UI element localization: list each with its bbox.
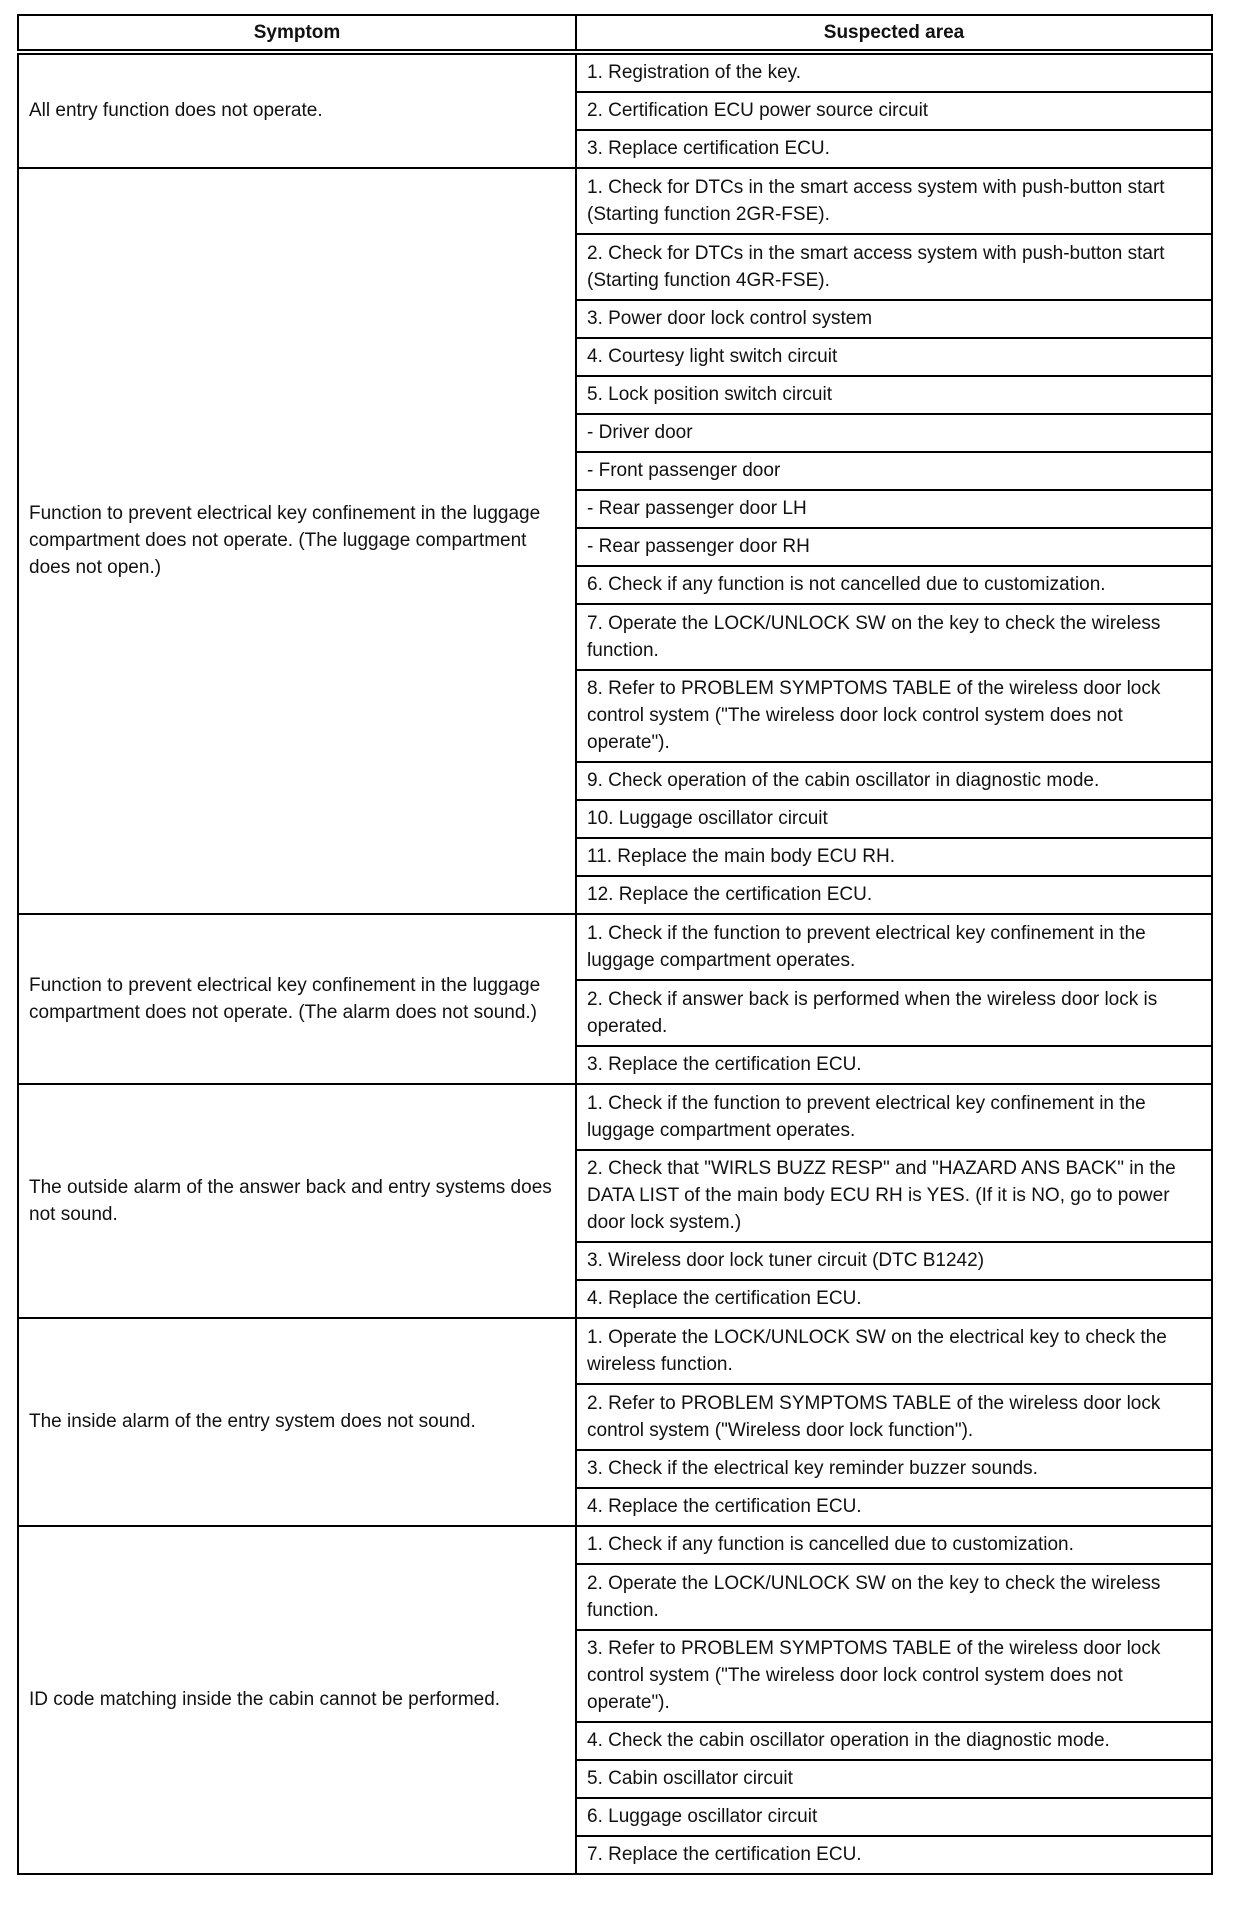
- suspected-area-cell: 2. Check that "WIRLS BUZZ RESP" and "HAZARD ANS BACK" in the DATA LIST of the main body ECU RH is YES. (If it is NO, go to power door lock system.): [576, 1150, 1212, 1242]
- suspected-area-cell: 11. Replace the main body ECU RH.: [576, 838, 1212, 876]
- suspected-area-cell: 1. Operate the LOCK/UNLOCK SW on the electrical key to check the wireless function.: [576, 1318, 1212, 1384]
- table-row: [18, 914, 1212, 980]
- suspected-area-cell: 3. Replace the certification ECU.: [576, 1046, 1212, 1084]
- symptom-cell: Function to prevent electrical key confinement in the luggage compartment does not operate. (The luggage compartment does not open.): [18, 168, 576, 914]
- column-header-symptom: Symptom: [18, 15, 576, 52]
- suspected-area-cell: 2. Check if answer back is performed when the wireless door lock is operated.: [576, 980, 1212, 1046]
- suspected-area-cell: 3. Check if the electrical key reminder buzzer sounds.: [576, 1450, 1212, 1488]
- suspected-area-cell: 2. Refer to PROBLEM SYMPTOMS TABLE of the wireless door lock control system ("Wireless door lock function").: [576, 1384, 1212, 1450]
- suspected-area-cell: 2. Operate the LOCK/UNLOCK SW on the key to check the wireless function.: [576, 1564, 1212, 1630]
- suspected-area-cell: 1. Check if the function to prevent electrical key confinement in the luggage compartment operates.: [576, 914, 1212, 980]
- suspected-area-cell: 4. Replace the certification ECU.: [576, 1280, 1212, 1318]
- suspected-area-cell: 1. Check if the function to prevent electrical key confinement in the luggage compartment operates.: [576, 1084, 1212, 1150]
- table-row: [18, 52, 1212, 92]
- symptom-cell: The outside alarm of the answer back and entry systems does not sound.: [18, 1084, 576, 1318]
- suspected-area-cell: 6. Check if any function is not cancelled due to customization.: [576, 566, 1212, 604]
- suspected-area-cell: 3. Power door lock control system: [576, 300, 1212, 338]
- suspected-area-cell: 1. Check for DTCs in the smart access system with push-button start (Starting function 2GR-FSE).: [576, 168, 1212, 234]
- suspected-area-cell: 1. Check if any function is cancelled due to customization.: [576, 1526, 1212, 1564]
- suspected-area-cell: 4. Check the cabin oscillator operation in the diagnostic mode.: [576, 1722, 1212, 1760]
- suspected-area-cell: 3. Refer to PROBLEM SYMPTOMS TABLE of the wireless door lock control system ("The wireless door lock control system does not operate").: [576, 1630, 1212, 1722]
- suspected-area-cell: 7. Replace the certification ECU.: [576, 1836, 1212, 1874]
- suspected-area-cell: 6. Luggage oscillator circuit: [576, 1798, 1212, 1836]
- suspected-area-cell: 3. Replace certification ECU.: [576, 130, 1212, 168]
- suspected-area-cell: - Rear passenger door RH: [576, 528, 1212, 566]
- symptom-cell: The inside alarm of the entry system does not sound.: [18, 1318, 576, 1526]
- suspected-area-cell: - Front passenger door: [576, 452, 1212, 490]
- symptom-cell: Function to prevent electrical key confinement in the luggage compartment does not operate. (The alarm does not sound.): [18, 914, 576, 1084]
- suspected-area-cell: 2. Certification ECU power source circuit: [576, 92, 1212, 130]
- suspected-area-cell: 10. Luggage oscillator circuit: [576, 800, 1212, 838]
- table-row: [18, 1526, 1212, 1564]
- table-body: [18, 52, 1212, 1874]
- suspected-area-cell: - Driver door: [576, 414, 1212, 452]
- symptom-cell: All entry function does not operate.: [18, 52, 576, 168]
- suspected-area-cell: 5. Lock position switch circuit: [576, 376, 1212, 414]
- suspected-area-cell: 1. Registration of the key.: [576, 52, 1212, 92]
- table-header-row: [18, 15, 1212, 52]
- symptom-cell: ID code matching inside the cabin cannot be performed.: [18, 1526, 576, 1874]
- table-row: [18, 1318, 1212, 1384]
- suspected-area-cell: 3. Wireless door lock tuner circuit (DTC B1242): [576, 1242, 1212, 1280]
- table-row: [18, 1084, 1212, 1150]
- suspected-area-cell: 4. Courtesy light switch circuit: [576, 338, 1212, 376]
- suspected-area-cell: 8. Refer to PROBLEM SYMPTOMS TABLE of the wireless door lock control system ("The wireless door lock control system does not operate").: [576, 670, 1212, 762]
- problem-symptoms-table: [17, 14, 1213, 1875]
- suspected-area-cell: 2. Check for DTCs in the smart access system with push-button start (Starting function 4GR-FSE).: [576, 234, 1212, 300]
- suspected-area-cell: 9. Check operation of the cabin oscillator in diagnostic mode.: [576, 762, 1212, 800]
- suspected-area-cell: 12. Replace the certification ECU.: [576, 876, 1212, 914]
- suspected-area-cell: 4. Replace the certification ECU.: [576, 1488, 1212, 1526]
- suspected-area-cell: 7. Operate the LOCK/UNLOCK SW on the key to check the wireless function.: [576, 604, 1212, 670]
- suspected-area-cell: - Rear passenger door LH: [576, 490, 1212, 528]
- column-header-suspected-area: Suspected area: [576, 15, 1212, 52]
- table-row: [18, 168, 1212, 234]
- suspected-area-cell: 5. Cabin oscillator circuit: [576, 1760, 1212, 1798]
